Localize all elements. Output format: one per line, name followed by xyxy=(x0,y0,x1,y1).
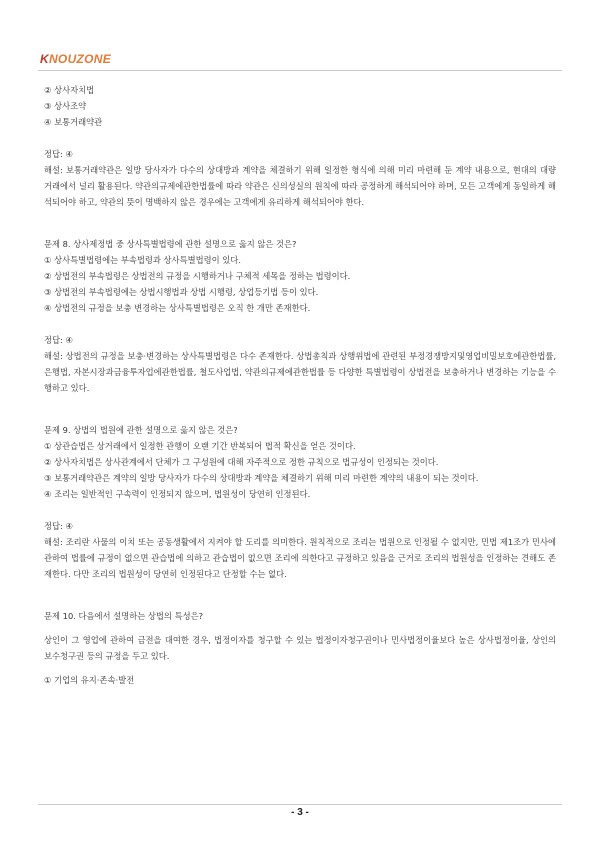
option-line: ③ 상사조약 xyxy=(44,101,87,111)
knouzone-logo: KNOUZONE xyxy=(40,52,112,66)
explanation-text: 해설: 조리란 사물의 이치 또는 공동생활에서 지켜야 할 도리를 의미한다. 원칙적으로 조리는 법원으로 인정될 수 없지만, 민법 제1조가 민사에 관하여 법률에 규정이 없으면 관습법에 의하고 관습법이 없으면 조리에 의한다고 규정하고 있음을 근거로 조리의 법원성을 인정하는 견해도 존재한다. 다만 조리의 법원성이 당연히 인정된다고 단정할 수는 없다. xyxy=(44,537,556,579)
option-line: ① 상사특별법령에는 부속법령과 상사특별법령이 있다. xyxy=(44,255,241,265)
explanation-text: 해설: 보통거래약관은 일방 당사자가 다수의 상대방과 계약을 체결하기 위해 일정한 형식에 의해 미리 마련해 둔 계약 내용으로, 현대의 대량 거래에서 널리 활용된다. 약관의규제에관한법률에 따라 약관은 신의성실의 원칙에 따라 공정하게 해석되어야 하며, 모든 고객에게 동일하게 해석되어야 하고, 약관의 뜻이 명백하지 않은 경우에는 고객에게 유리하게 해석되어야 한다. xyxy=(44,165,556,207)
option-line: ③ 상법전의 부속법령에는 상법시행법과 상법 시행령, 상업등기법 등이 있다. xyxy=(44,287,319,297)
option-line: ④ 조리는 일반적인 구속력이 인정되지 않으며, 법원성이 당연히 인정된다. xyxy=(44,489,311,499)
question-10-title: 문제 10. 다음에서 설명하는 상법의 특성은? xyxy=(44,611,204,621)
option-line: ③ 보통거래약관은 계약의 일방 당사자가 다수의 상대방과 계약을 체결하기 위해 미리 마련한 계약의 내용이 되는 것이다. xyxy=(44,473,479,483)
answer-line: 정답: ④ xyxy=(44,521,73,531)
header-divider xyxy=(38,70,562,71)
question-8-title: 문제 8. 상사제정법 중 상사특별법령에 관한 설명으로 옳지 않은 것은? xyxy=(44,239,297,249)
page-content xyxy=(44,82,556,688)
question-passage: 상인이 그 영업에 관하여 금전을 대여한 경우, 법정이자를 청구할 수 있는 법정이자청구권이나 민사법정이율보다 높은 상사법정이율, 상인의 보수청구권 등의 규정을 두고 있다. xyxy=(44,635,556,661)
footer-divider xyxy=(38,804,562,805)
option-line: ④ 상법전의 규정을 보충 변경하는 상사특별법령은 오직 한 개만 존재한다. xyxy=(44,303,311,313)
option-line: ① 기업의 유지·존속·발전 xyxy=(44,675,135,685)
option-line: ② 상사자치법 xyxy=(44,85,95,95)
option-line: ② 상법전의 부속법령은 상법전의 규정을 시행하거나 구체적 세목을 정하는 법령이다. xyxy=(44,271,351,281)
page-number: - 3 - xyxy=(291,807,309,818)
option-line: ② 상사자치법은 상사관계에서 단체가 그 구성원에 대해 자주적으로 정한 규칙으로 법규성이 인정되는 것이다. xyxy=(44,457,439,467)
option-line: ① 상관습법은 상거래에서 일정한 관행이 오랜 기간 반복되어 법적 확신을 얻은 것이다. xyxy=(44,441,356,451)
option-line: ④ 보통거래약관 xyxy=(44,117,103,127)
question-9-title: 문제 9. 상법의 법원에 관한 설명으로 옳지 않은 것은? xyxy=(44,425,238,435)
answer-line: 정답: ④ xyxy=(44,149,73,159)
answer-line: 정답: ④ xyxy=(44,335,73,345)
explanation-text: 해설: 상법전의 규정을 보충·변경하는 상사특별법령은 다수 존재한다. 상법총칙과 상행위법에 관련된 부정경쟁방지및영업비밀보호에관한법률, 은행법, 자본시장과금융투자업에관한법률, 철도사업법, 약관의규제에관한법률 등 다양한 특별법령이 상법전을 보충하거나 변경하는 기능을 수행하고 있다. xyxy=(44,351,556,393)
